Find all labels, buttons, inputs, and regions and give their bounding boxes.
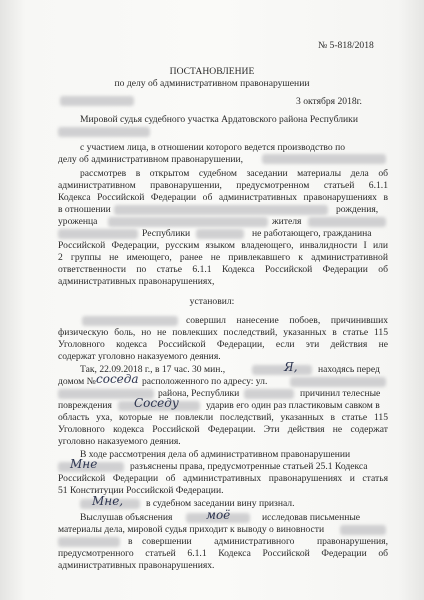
document-date: 3 октября 2018г. <box>296 96 362 107</box>
text-line: содержат уголовно наказуемого деяния. <box>58 351 221 362</box>
text-line: Выслушав объяснения <box>80 512 173 523</box>
text-line: Так, 22.09.2018 г., в 17 час. 30 мин., <box>80 364 226 375</box>
text-line: Российской Федерации, русским языком владеющего, инвалидности I или <box>58 240 388 251</box>
text-line: находясь перед <box>318 364 380 375</box>
redaction <box>114 205 328 215</box>
text-line: домом № <box>58 376 96 387</box>
redaction <box>252 365 312 375</box>
text-line: 2 группы не имеющего, ранее не привлекавшего к административной <box>58 252 388 263</box>
text-line: с участием лица, в отношении которого ведется производство по <box>80 142 346 153</box>
text-line: материалы дела, мировой судья приходит к выводу о виновности <box>58 524 325 535</box>
handwritten-note: Соседу <box>134 396 179 410</box>
text-line: ответственности по статье 6.1.1 Кодекса Российской Федерации об <box>58 264 388 275</box>
section-heading: установил: <box>189 296 235 307</box>
text-line: расположенного по адресу: ул. <box>142 376 268 387</box>
text-line: Уголовного кодекса Российской Федерации. Эти действия не содержат <box>58 424 388 435</box>
text-line: Кодекса Российской Федерации об административных правонарушениях в <box>58 192 388 203</box>
text-line: ударив его один раз пластиковым савком в <box>206 400 380 411</box>
text-line: в <box>128 536 133 547</box>
document-title: ПОСТАНОВЛЕНИЕ <box>169 66 255 77</box>
text-line: исследовав письменные <box>262 512 361 523</box>
text-line: административных правонарушениях, <box>58 276 215 287</box>
text-line: района, Республики <box>158 388 240 399</box>
text-line: Республики <box>142 228 191 239</box>
text-line: разъяснены права, предусмотренные статьей 25.1 Кодекса <box>130 461 368 472</box>
redaction <box>308 217 386 227</box>
handwritten-note: моё <box>206 508 231 522</box>
text-line: 51 Конституции Российской Федерации. <box>58 485 224 496</box>
text-line: повреждения <box>58 400 112 411</box>
text-line: рождения, <box>336 204 379 215</box>
text-line: уголовно наказуемого деяния. <box>58 436 181 447</box>
redaction <box>290 377 386 387</box>
redaction <box>196 229 244 239</box>
text-line: область уха, которые не повлекли последствий, указанных в статье 115 <box>58 412 388 423</box>
case-number: № 5-818/2018 <box>318 40 374 51</box>
redaction <box>262 154 386 164</box>
handwritten-note: Мне <box>70 457 98 471</box>
text-line: административных правонарушениях. <box>58 560 215 571</box>
handwritten-note: Мне, <box>92 494 124 508</box>
handwritten-note: Я, <box>284 360 298 374</box>
document-subtitle: по делу об административном правонарушении <box>114 78 310 89</box>
text-line: Мировой судья судебного участка Ардатовского района Республики <box>80 114 358 125</box>
redaction <box>340 525 386 535</box>
redaction <box>58 229 138 239</box>
text-line: В ходе рассмотрения дела об административном правонарушении <box>80 449 351 460</box>
text-line: рассмотрев в открытом судебном заседании материалы дела об <box>80 168 388 179</box>
text-line: уроженца <box>58 216 98 227</box>
redaction <box>60 96 134 106</box>
redaction <box>58 127 150 137</box>
redaction <box>244 389 294 399</box>
text-line: физическую боль, но не повлекших последствий, указанных в статье 115 <box>58 327 388 338</box>
text-line: жителя <box>272 216 302 227</box>
text-line: совершении административного правонарушения, <box>142 536 388 547</box>
text-line: совершил нанесение побоев, причинивших <box>186 315 388 326</box>
text-line: не работающего, гражданина <box>252 228 372 239</box>
text-line: Российской Федерации об административных правонарушениях и статья <box>58 473 388 484</box>
handwritten-note: соседа <box>96 372 139 386</box>
redaction <box>82 316 178 326</box>
text-line: делу об административном правонарушении, <box>58 154 244 165</box>
text-line: в судебном заседании вину признал. <box>146 498 295 509</box>
text-line: причинил телесные <box>300 388 381 399</box>
text-line: административном правонарушении, предусмотренном статьей 6.1.1 <box>58 180 388 191</box>
text-line: предусмотренного статьей 6.1.1 Кодекса Российской Федерации об <box>58 548 388 559</box>
redaction <box>108 217 268 227</box>
redaction <box>58 537 120 547</box>
text-line: в отношении <box>58 204 111 215</box>
text-line: Уголовного кодекса Российской Федерации, если эти действия не <box>58 339 388 350</box>
